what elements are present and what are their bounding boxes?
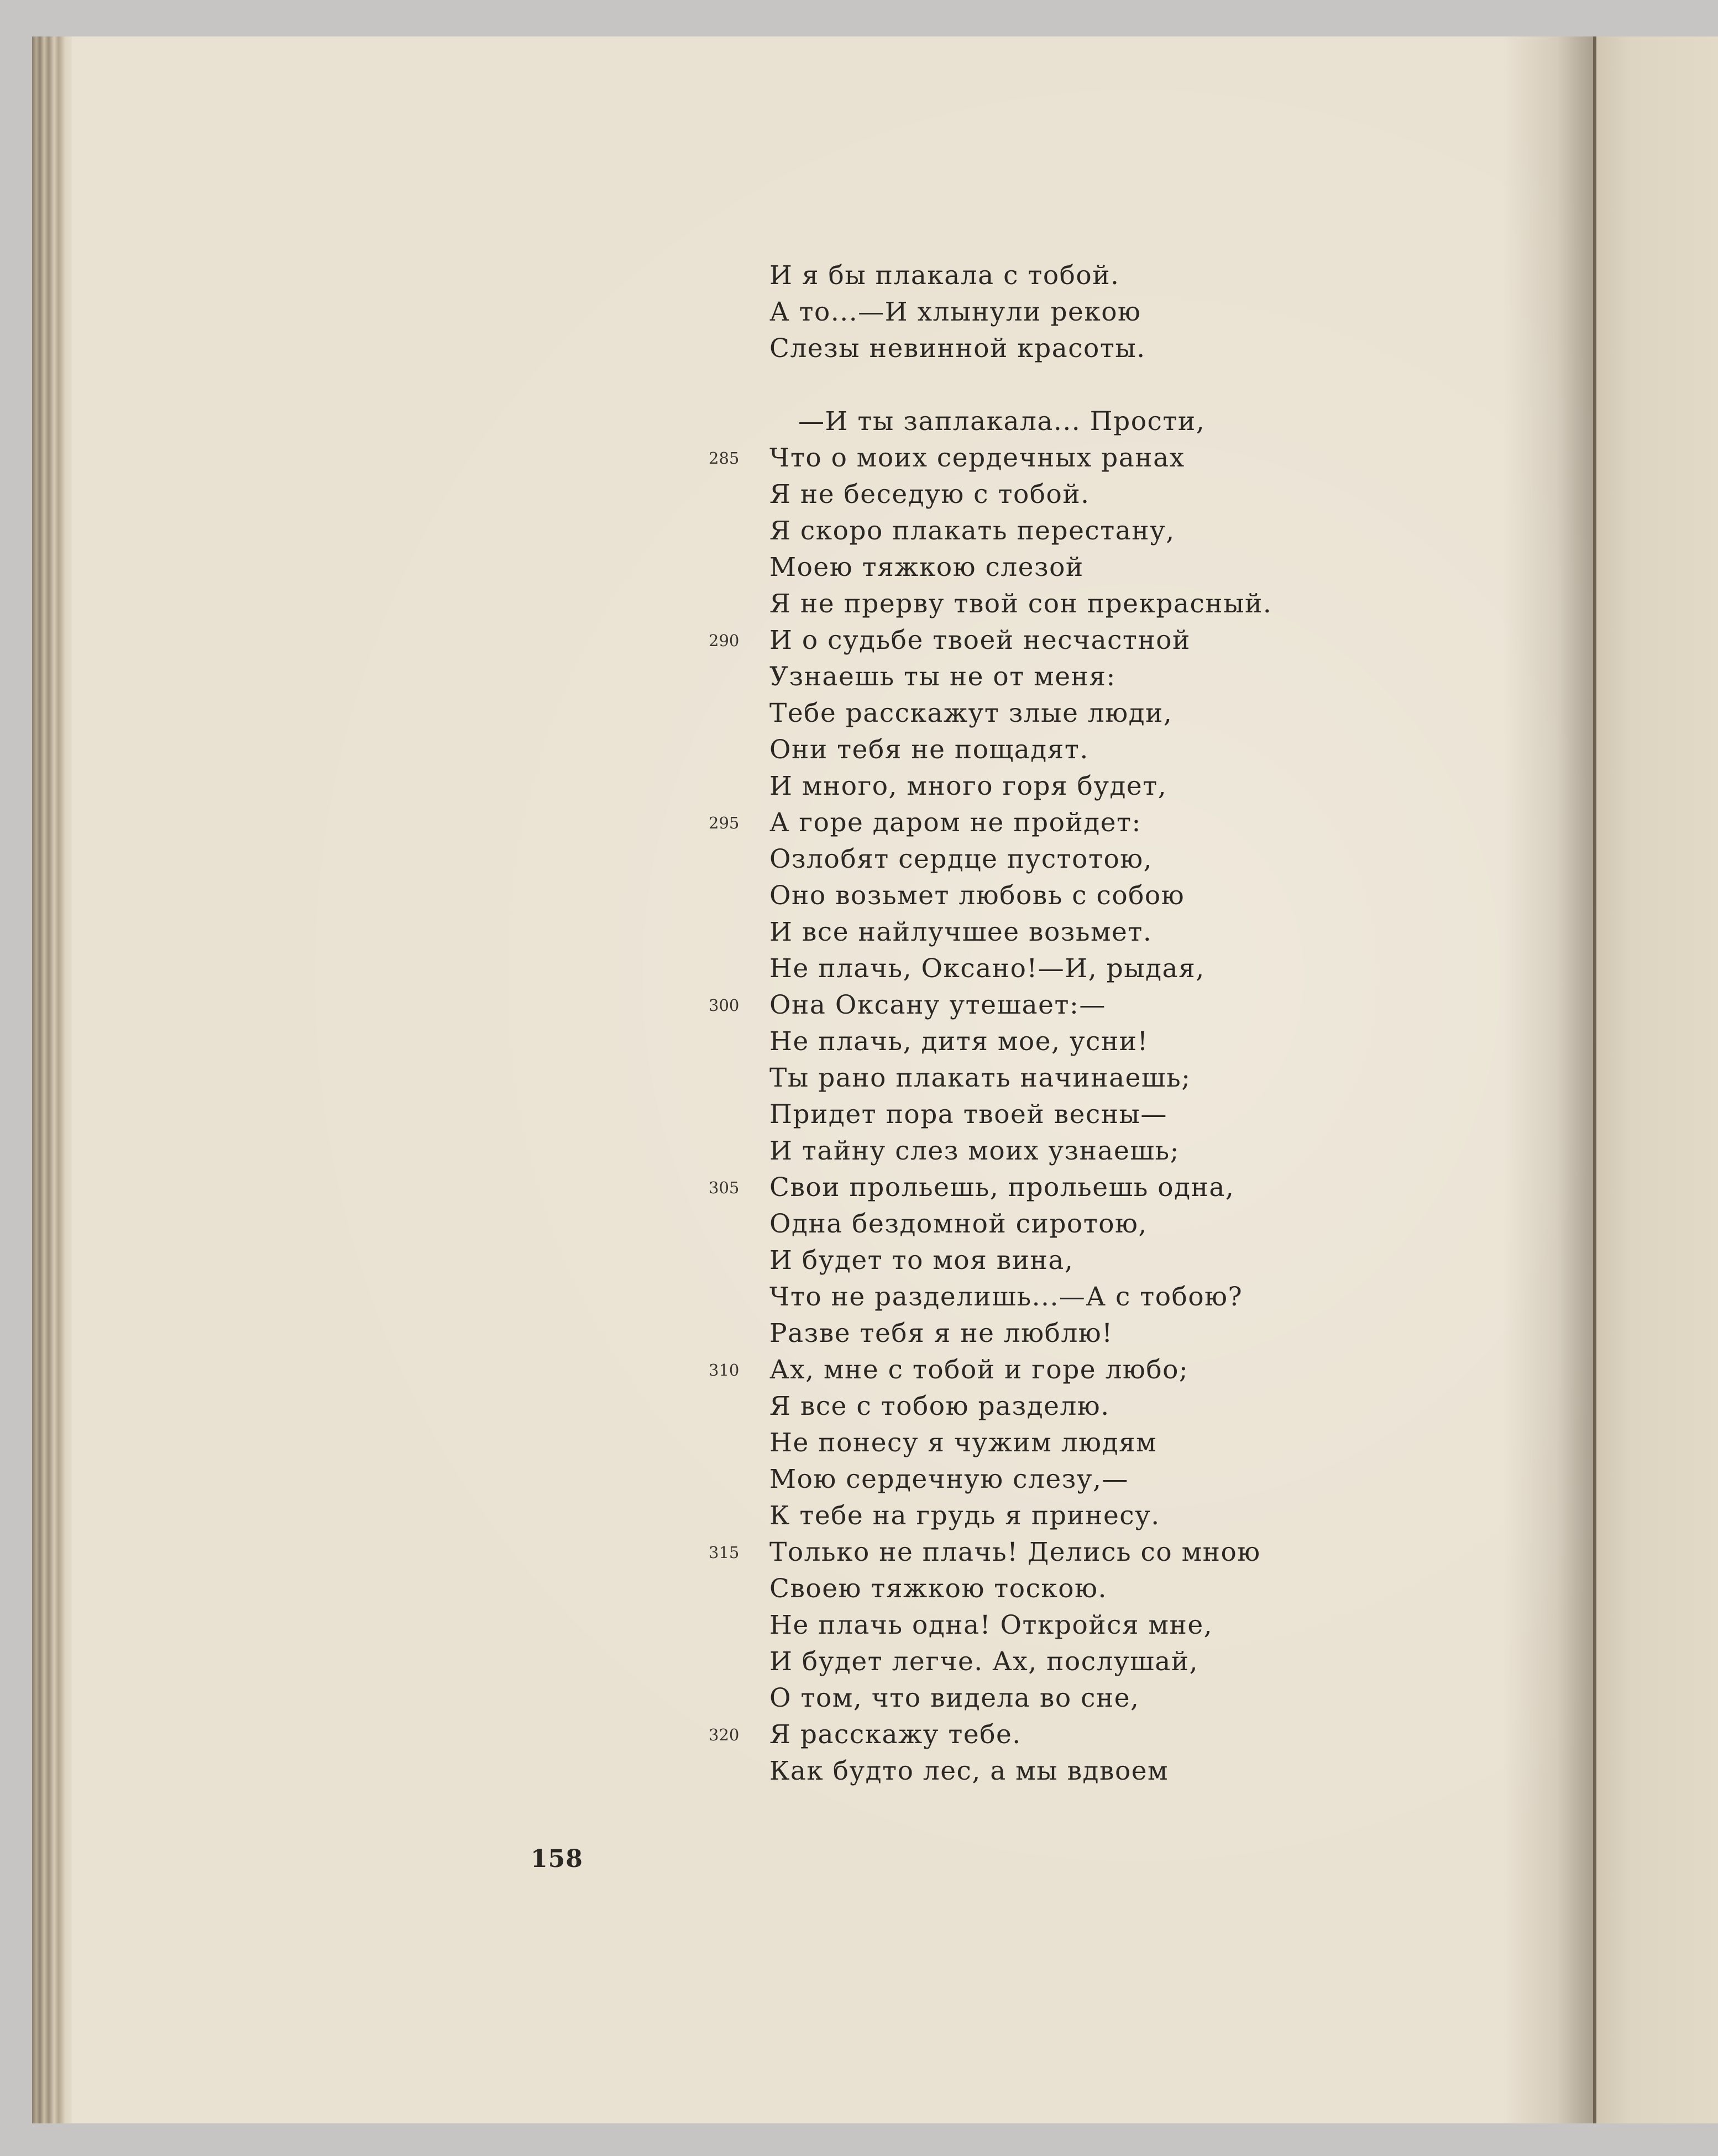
line-text: Не плачь одна! Откройся мне, <box>769 1610 1213 1640</box>
poem-line <box>769 1206 1272 1242</box>
poem-line <box>769 403 1272 440</box>
line-text: Не плачь, Оксано!—И, рыдая, <box>769 953 1205 984</box>
line-number: 310 <box>709 1361 740 1379</box>
poem-line <box>769 914 1272 951</box>
line-text: А то...—И хлынули рекою <box>769 297 1141 327</box>
poem-line <box>769 1680 1272 1717</box>
poem-line <box>709 1352 1272 1388</box>
poem-line <box>769 1388 1272 1425</box>
poem-line <box>769 1571 1272 1607</box>
poem-line <box>769 331 1272 367</box>
line-text: Я расскажу тебе. <box>769 1719 1022 1750</box>
facing-page-edge <box>1593 36 1718 2123</box>
line-text: Она Оксану утешает:— <box>769 990 1106 1020</box>
poem-line <box>769 586 1272 622</box>
poem-line <box>769 1753 1272 1790</box>
line-text: Оно возьмет любовь с собою <box>769 880 1185 911</box>
poem-line <box>769 1097 1272 1133</box>
line-number: 305 <box>709 1178 740 1197</box>
poem-line <box>769 659 1272 695</box>
poem-line <box>769 732 1272 768</box>
poem-line <box>769 695 1272 732</box>
poem-line <box>769 476 1272 513</box>
line-number: 315 <box>709 1543 740 1562</box>
line-text: Тебе расскажут злые люди, <box>769 698 1173 728</box>
line-number: 295 <box>709 814 740 832</box>
line-number: 300 <box>709 996 740 1015</box>
line-number: 320 <box>709 1725 740 1744</box>
poem-line <box>769 294 1272 331</box>
poem-line <box>769 1461 1272 1498</box>
line-text: И о судьбе твоей несчастной <box>769 625 1191 655</box>
poem-line <box>769 258 1272 294</box>
line-text: Ах, мне с тобой и горе любо; <box>769 1355 1189 1385</box>
line-text: И много, много горя будет, <box>769 771 1167 801</box>
poem-line <box>709 805 1272 841</box>
page-fold <box>1593 36 1596 2123</box>
poem-line <box>769 951 1272 987</box>
line-text: Они тебя не пощадят. <box>769 735 1089 765</box>
line-text: И будет то моя вина, <box>769 1245 1074 1276</box>
line-text: Ты рано плакать начинаешь; <box>769 1063 1191 1093</box>
poem-line <box>709 622 1272 659</box>
poem-line <box>709 1169 1272 1206</box>
stanza-break <box>769 367 1272 403</box>
line-text: Я скоро плакать перестану, <box>769 516 1175 546</box>
line-text: Мою сердечную слезу,— <box>769 1464 1129 1494</box>
book-binding-edge <box>32 36 72 2123</box>
poem-line <box>769 1279 1272 1315</box>
line-text: И все найлучшее возьмет. <box>769 917 1153 947</box>
poem-line <box>769 1498 1272 1534</box>
line-text: Я не прерву твой сон прекрасный. <box>769 589 1272 619</box>
poem-line <box>709 440 1272 476</box>
poem-line <box>769 878 1272 914</box>
book-scan <box>32 36 1718 2123</box>
line-number: 285 <box>709 449 740 468</box>
poem-line <box>769 513 1272 549</box>
line-text: Одна бездомной сиротою, <box>769 1209 1148 1239</box>
line-text: Своею тяжкою тоскою. <box>769 1573 1107 1604</box>
gutter-shadow <box>1502 36 1602 2123</box>
line-text: Слезы невинной красоты. <box>769 333 1146 364</box>
line-text: А горе даром не пройдет: <box>769 807 1141 838</box>
line-text: Свои прольешь, прольешь одна, <box>769 1172 1235 1203</box>
line-text: Моею тяжкою слезой <box>769 552 1084 583</box>
poem-line <box>769 768 1272 805</box>
line-text: Не понесу я чужим людям <box>769 1428 1157 1458</box>
poem-line <box>769 1315 1272 1352</box>
poem-line <box>769 1024 1272 1060</box>
page-number: 158 <box>531 1845 583 1873</box>
line-text: —И ты заплакала... Прости, <box>798 406 1206 437</box>
book-page <box>72 36 1593 2123</box>
line-number: 290 <box>709 631 740 650</box>
poem-line <box>769 549 1272 586</box>
line-text: К тебе на грудь я принесу. <box>769 1501 1160 1531</box>
line-text: Не плачь, дитя мое, усни! <box>769 1026 1149 1057</box>
line-text: Придет пора твоей весны— <box>769 1099 1167 1130</box>
line-text: Разве тебя я не люблю! <box>769 1318 1113 1349</box>
poem-line <box>709 1534 1272 1571</box>
poem-line <box>769 1644 1272 1680</box>
line-text: О том, что видела во сне, <box>769 1683 1140 1713</box>
line-text: И я бы плакала с тобой. <box>769 260 1120 291</box>
poem-line <box>709 987 1272 1024</box>
line-text: Узнаешь ты не от меня: <box>769 662 1116 692</box>
line-text: Озлобят сердце пустотою, <box>769 844 1153 874</box>
poem-line <box>769 1242 1272 1279</box>
poem-text <box>709 258 1272 1790</box>
poem-line <box>709 1717 1272 1753</box>
line-text: Что не разделишь...—А с тобою? <box>769 1282 1243 1312</box>
line-text: Что о моих сердечных ранах <box>769 443 1185 473</box>
line-text: Только не плачь! Делись со мною <box>769 1537 1261 1567</box>
poem-line <box>769 1425 1272 1461</box>
poem-line <box>769 1060 1272 1097</box>
line-text: Я все с тобою разделю. <box>769 1391 1110 1421</box>
poem-line <box>769 841 1272 878</box>
line-text: И тайну слез моих узнаешь; <box>769 1136 1180 1166</box>
line-text: И будет легче. Ах, послушай, <box>769 1646 1199 1677</box>
poem-line <box>769 1133 1272 1169</box>
line-text: Я не беседую с тобой. <box>769 479 1090 510</box>
poem-line <box>769 1607 1272 1644</box>
line-text: Как будто лес, а мы вдвоем <box>769 1756 1169 1786</box>
